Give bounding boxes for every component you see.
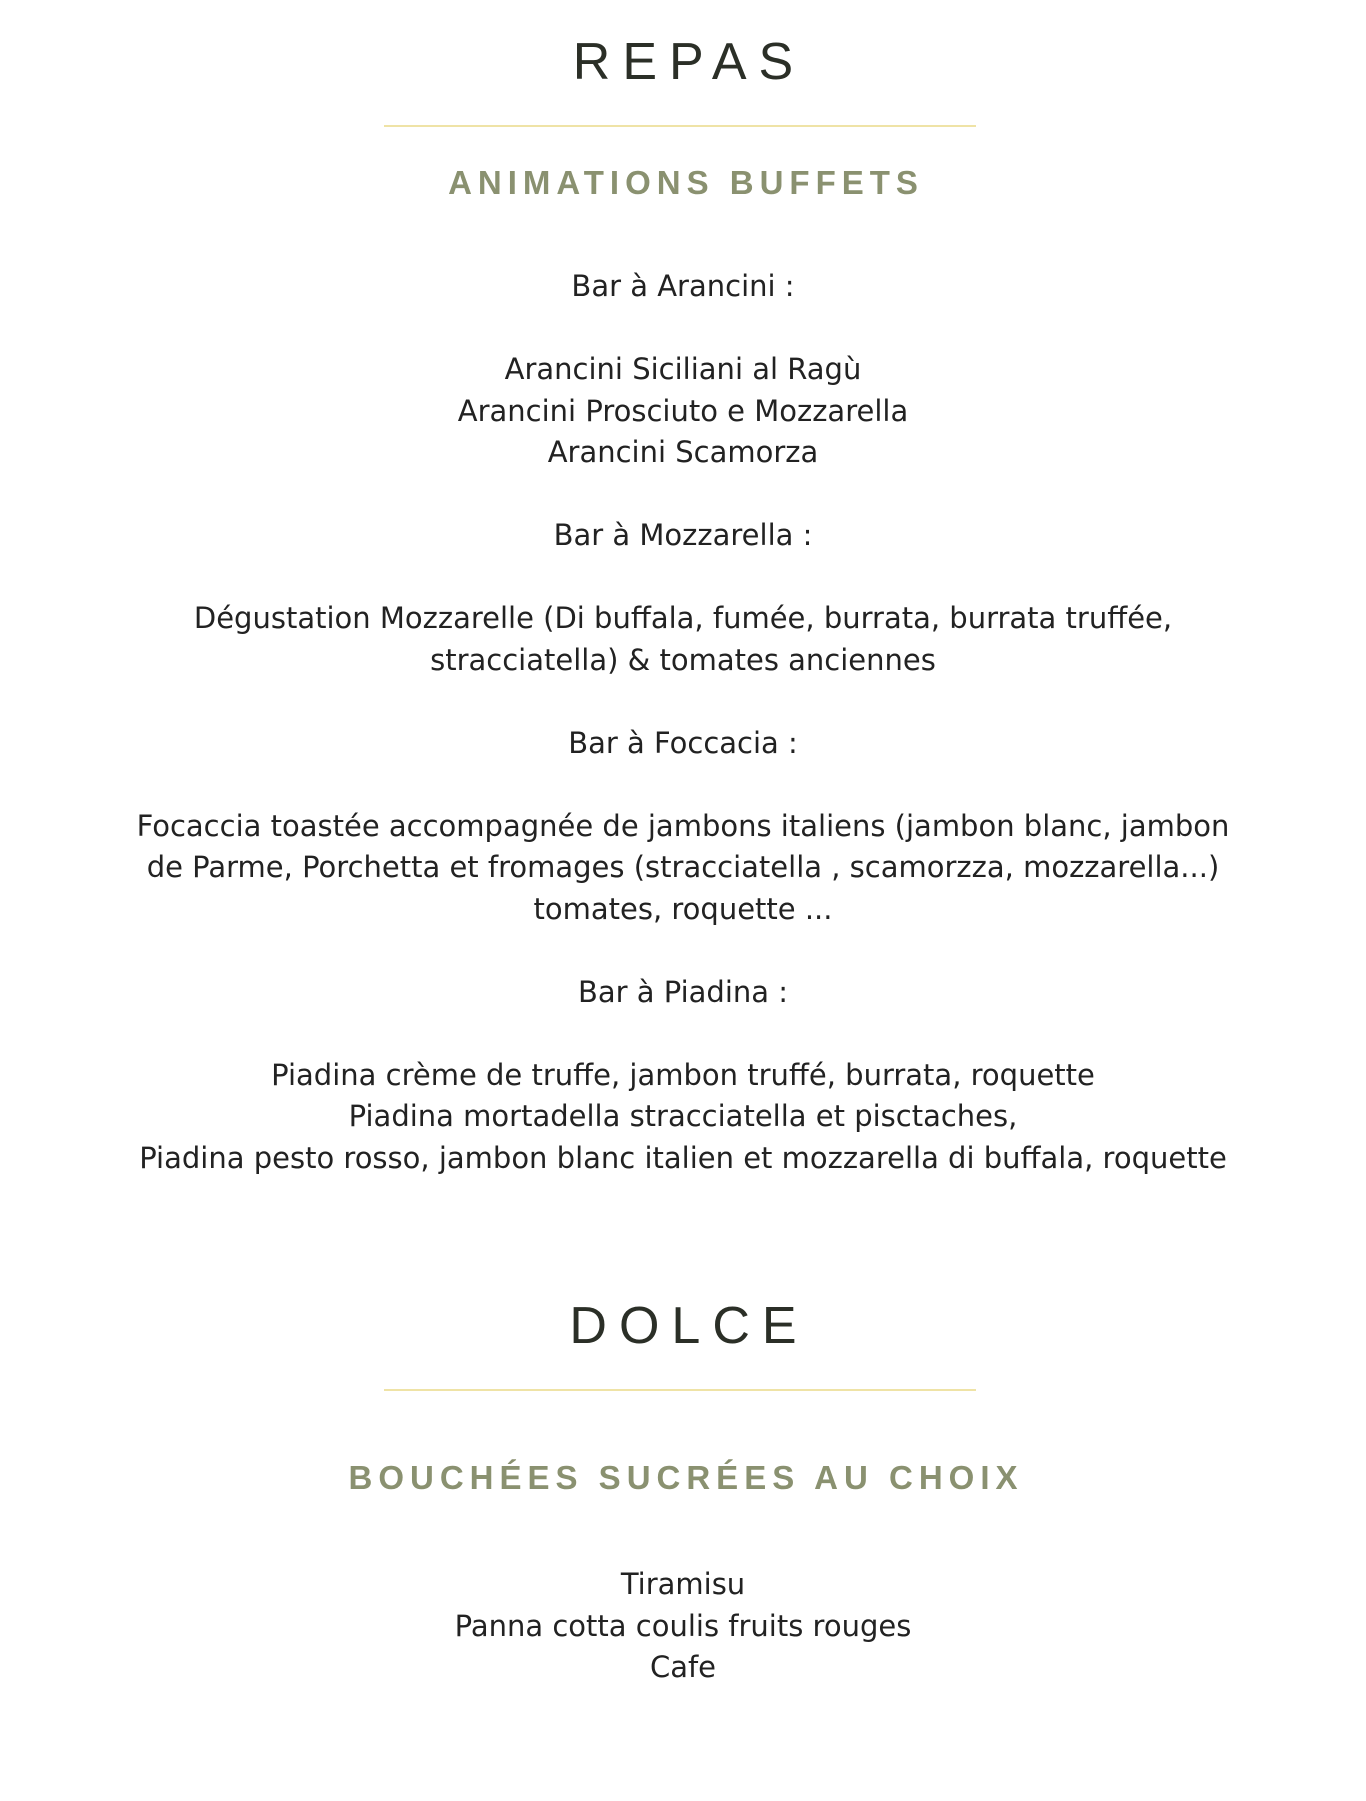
menu-item: stracciatella) & tomates anciennes [430,642,936,677]
menu-item: Piadina mortadella stracciatella et pisctaches, [348,1099,1018,1133]
menu-item: Arancini Prosciuto e Mozzarella [457,393,909,428]
menu-item: Tiramisu [620,1567,746,1601]
menu-item: Cafe [649,1650,717,1684]
menu-heading-arancini: Bar à Arancini : [571,269,795,303]
menu-item: Arancini Siciliani al Ragù [504,352,862,386]
repas-subtitle: ANIMATIONS BUFFETS [448,164,924,201]
spacer [60,1013,1306,1055]
menu-item: Piadina crème de truffe, jambon truffé, burrata, roquette [271,1057,1095,1092]
spacer [60,930,1306,972]
dolce-title: DOLCE [569,1297,809,1355]
menu-item: de Parme, Porchetta et fromages (stracciatella , scamorzza, mozzarella...) [146,850,1220,884]
repas-title: REPAS [572,33,806,91]
spacer [60,764,1306,806]
menu-item: Piadina pesto rosso, jambon blanc italien et mozzarella di buffala, roquette [139,1140,1227,1175]
menu-item: Panna cotta coulis fruits rouges [454,1608,912,1643]
menu-item: Focaccia toastée accompagnée de jambons italiens (jambon blanc, jambon [136,808,1230,843]
dolce-subtitle: BOUCHÉES SUCRÉES AU CHOIX [348,1459,1024,1496]
spacer [60,308,1306,350]
repas-menu-list [60,266,1306,1179]
menu-heading-piadina: Bar à Piadina : [577,974,789,1009]
menu-item: Dégustation Mozzarelle (Di buffala, fumée, burrata, burrata truffée, [193,601,1173,635]
dolce-divider [384,1389,976,1391]
menu-heading-foccacia: Bar à Foccacia : [568,725,798,760]
menu-item: Arancini Scamorza [547,435,819,469]
spacer [60,474,1306,516]
repas-divider [384,125,976,127]
dolce-menu-list [60,1564,1306,1689]
menu-heading-mozzarella: Bar à Mozzarella : [553,518,813,552]
spacer [60,681,1306,723]
spacer [60,557,1306,599]
menu-item: tomates, roquette ... [533,891,833,926]
